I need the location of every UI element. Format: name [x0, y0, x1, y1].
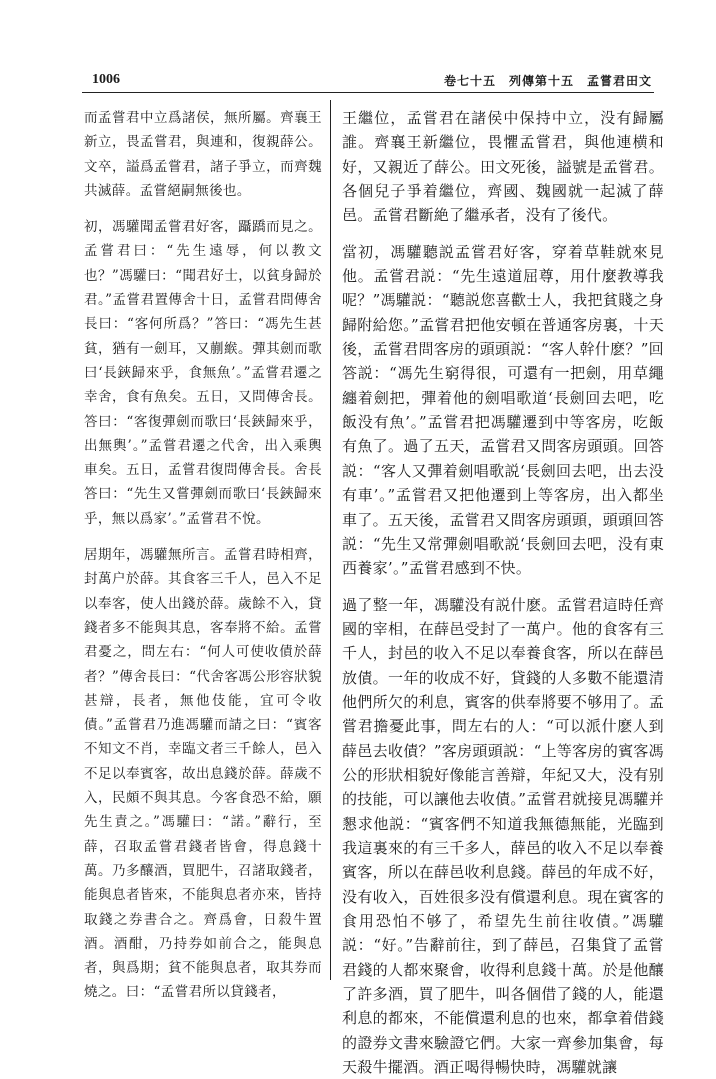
- left-paragraph-1: 而孟嘗君中立爲諸侯，無所屬。齊襄王新立，畏孟嘗君，與連和，復親薛公。文卒，謚爲孟嘗君，諸子爭立，而齊魏共滅薛。孟嘗絕嗣無後也。: [84, 110, 322, 199]
- left-paragraph-3: 居期年，馮驩無所言。孟嘗君時相齊，封萬户於薛。其食客三千人，邑入不足以奉客，使人出錢於薛。歲餘不入，貸錢者多不能與其息，客奉將不給。孟嘗君憂之，問左右：“何人可使收債於薛者？”傳舍長曰：“代舍客馮公形容狀貌甚辯，長者，無他伎能，宜可令收債。”孟嘗君乃進馮驩而請之曰：“賓客不知文不肖，幸臨文者三千餘人，邑入不足以奉賓客，故出息錢於薛。薛歲不入，民頗不與其息。今客食恐不給，願先生責之。”馮驩曰：“諾。”辭行，至薛，召取孟嘗君錢者皆會，得息錢十萬。乃多釀酒，買肥牛，召諸取錢者，能與息者皆來，不能與息者亦來，皆持取錢之券書合之。齊爲會，日殺牛置酒。酒酣，乃持券如前合之，能與息者，與爲期；貧不能與息者，取其券而燒之。曰：“孟嘗君所以貸錢者，: [84, 547, 322, 1001]
- page-number: 1006: [92, 72, 120, 87]
- right-paragraph-1: 王繼位，孟嘗君在諸侯中保持中立，没有歸屬誰。齊襄王新繼位，畏懼孟嘗君，與他連横和好，又親近了薛公。田文死後，謚號是孟嘗君。各個兒子爭着繼位，齊國、魏國就一起滅了薛邑。孟嘗君斷絶了繼承者，没有了後代。: [342, 109, 664, 225]
- left-paragraph-2: 初，馮驩聞孟嘗君好客，躡蹻而見之。孟嘗君曰：“先生遠辱，何以教文也？”馮驩曰：“聞君好士，以貧身歸於君。”孟嘗君置傳舍十日，孟嘗君問傳舍長曰：“客何所爲？”答曰：“馮先生甚貧，猶有一劍耳，又蒯緱。彈其劍而歌曰‘長鋏歸來乎，食無魚’。”孟嘗君遷之幸舍，食有魚矣。五日，又問傳舍長。答曰：“客復彈劍而歌曰‘長鋏歸來乎，出無輿’。”孟嘗君遷之代舍，出入乘輿車矣。五日，孟嘗君復問傳舍長。舍長答曰：“先生又嘗彈劍而歌曰‘長鋏歸來乎，無以爲家’。”孟嘗君不悅。: [84, 219, 322, 527]
- column-divider: [330, 100, 331, 980]
- right-paragraph-2: 當初，馮驩聽説孟嘗君好客，穿着草鞋就來見他。孟嘗君説：“先生遠道屈尊，用什麼教導我呢？”馮驩説：“聽説您喜歡士人，我把貧賤之身歸附給您。”孟嘗君把他安頓在普通客房裏，十天後，孟嘗君問客房的頭頭説：“客人幹什麽？”回答説：“馮先生窮得很，可還有一把劍，用草繩纏着劍把，彈着他的劍唱歌道‘長劍回去吧，吃飯没有魚’。”孟嘗君把馮驩遷到中等客房，吃飯有魚了。過了五天，孟嘗君又問客房頭頭。回答説：“客人又彈着劍唱歌説‘長劍回去吧，出去没有車’。”孟嘗君又把他遷到上等客房，出入都坐車了。五天後，孟嘗君又問客房頭頭，頭頭回答説：“先生又常彈劍唱歌説‘長劍回去吧，没有東西養家’。”孟嘗君感到不快。: [342, 242, 664, 578]
- right-paragraph-3: 過了整一年，馮驩没有説什麽。孟嘗君這時任齊國的宰相，在薛邑受封了一萬户。他的食客有三千人，封邑的收入不足以奉養食客，所以在薛邑放債。一年的收成不好，貸錢的人多數不能還清他們所欠的利息，賓客的供奉將要不够用了。孟嘗君擔憂此事，問左右的人：“可以派什麽人到薛邑去收債？”客房頭頭説：“上等客房的賓客馮公的形狀相貌好像能言善辯，年紀又大，没有别的技能，可以讓他去收債。”孟嘗君就接見馮驩并懇求他説：“賓客們不知道我無德無能，光臨到我這裏來的有三千多人，薛邑的收入不足以奉養賓客，所以在薛邑收利息錢。薛邑的年成不好，没有收入，百姓很多没有償還利息。現在賓客的食用恐怕不够了，希望先生前往收債。”馮驩説：“好。”告辭前往，到了薛邑，召集貸了孟嘗君錢的人都來聚會，收得利息錢十萬。於是他釀了許多酒，買了肥牛，叫各個借了錢的人，能還利息的都來，不能償還利息的也來，都拿着借錢的證券文書來驗證它們。大家一齊參加集會，每天殺牛擺酒。酒正喝得暢快時，馮驩就讓: [342, 595, 664, 1077]
- left-column: [84, 106, 322, 1005]
- right-column: [342, 106, 664, 1079]
- header-rule: [82, 92, 654, 93]
- running-head: 卷七十五 列傳第十五 孟嘗君田文: [443, 74, 652, 88]
